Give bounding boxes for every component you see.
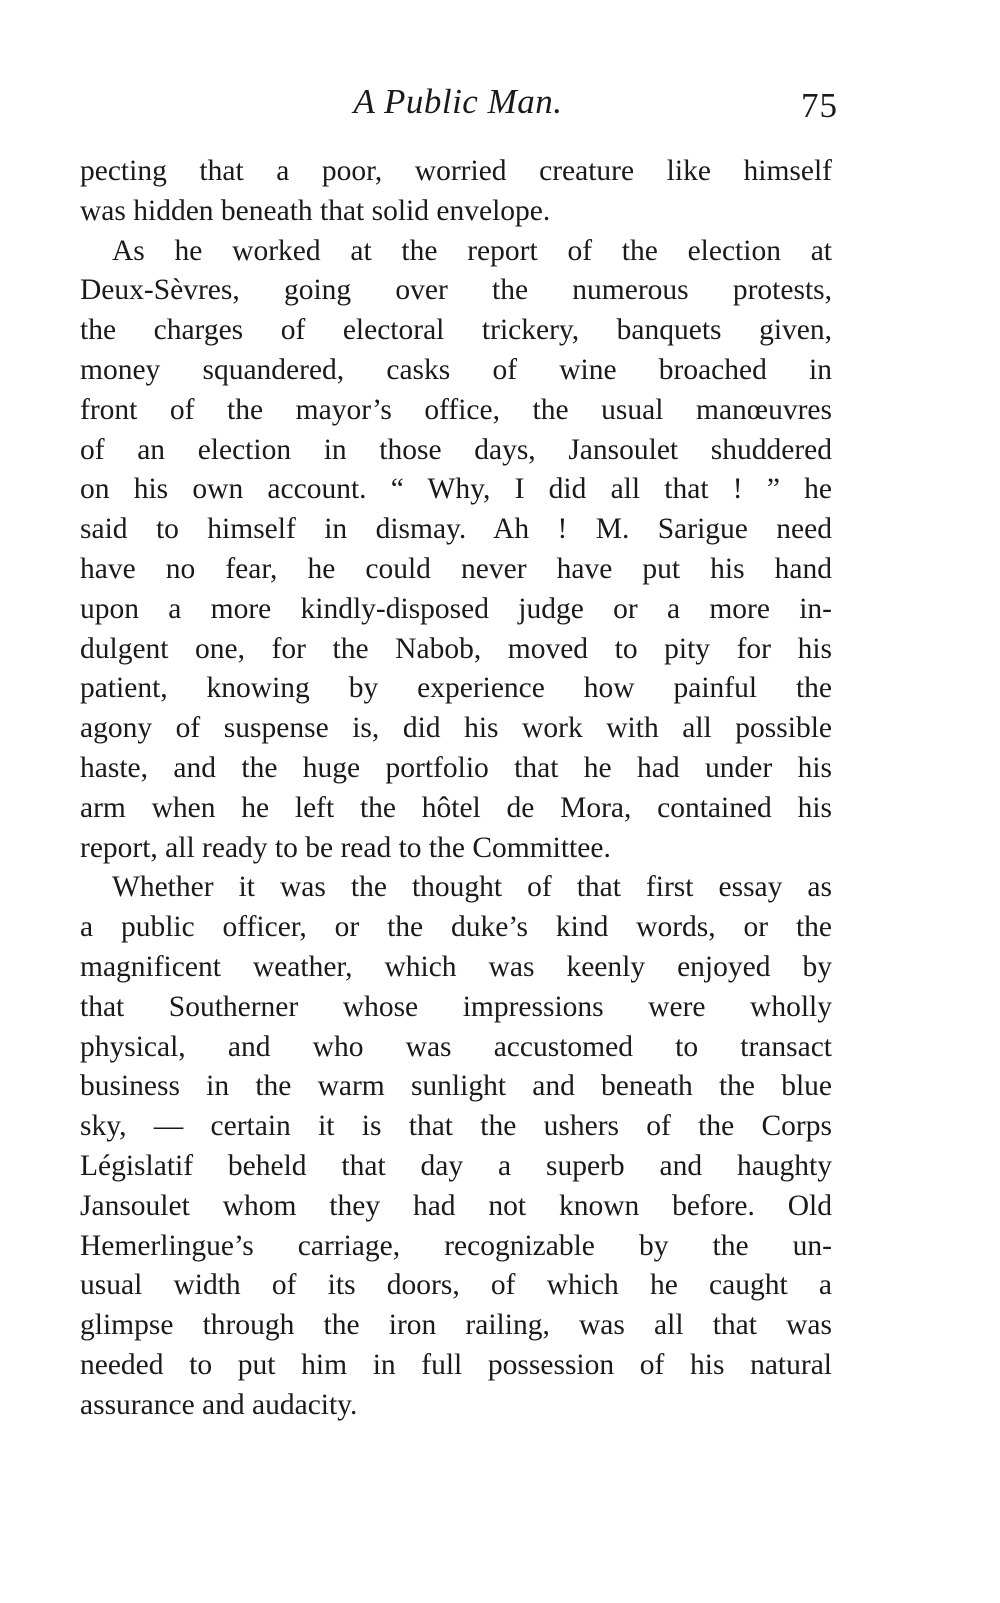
body-text: [80, 152, 832, 1426]
text-line: magnificent weather, which was keenly enjoyed by: [80, 950, 832, 983]
text-line: front of the mayor’s office, the usual manœuvres: [80, 393, 832, 426]
text-line: Législatif beheld that day a superb and haughty: [80, 1149, 832, 1182]
text-line: sky, — certain it is that the ushers of the Corps: [80, 1110, 832, 1143]
text-line: on his own account. “ Why, I did all that ! ” he: [80, 473, 832, 506]
text-line: glimpse through the iron railing, was all that was: [80, 1309, 832, 1342]
text-line: that Southerner whose impressions were wholly: [80, 990, 832, 1023]
text-line: the charges of electoral trickery, banquets given,: [80, 314, 832, 347]
running-title: A Public Man.: [353, 82, 563, 121]
text-line: Hemerlingue’s carriage, recognizable by the un-: [80, 1229, 832, 1262]
page-number: 75: [801, 86, 838, 125]
text-line: As he worked at the report of the election at: [112, 234, 832, 267]
text-line: dulgent one, for the Nabob, moved to pity for his: [80, 632, 832, 665]
text-line: said to himself in dismay. Ah ! M. Sarigue need: [80, 513, 832, 546]
text-line: Jansoulet whom they had not known before. Old: [80, 1189, 832, 1222]
text-line: Deux-Sèvres, going over the numerous protests,: [80, 274, 832, 307]
page-header: [78, 78, 838, 134]
text-line: arm when he left the hôtel de Mora, contained his: [80, 791, 832, 824]
text-line: a public officer, or the duke’s kind words, or the: [80, 911, 832, 944]
text-line: report, all ready to be read to the Committee.: [80, 831, 611, 864]
text-line: pecting that a poor, worried creature like himself: [80, 155, 832, 187]
text-line: physical, and who was accustomed to transact: [80, 1030, 832, 1063]
text-line: haste, and the huge portfolio that he had under his: [80, 751, 832, 784]
text-line: patient, knowing by experience how painful the: [80, 672, 832, 705]
text-line: needed to put him in full possession of his natural: [80, 1348, 832, 1381]
text-line: agony of suspense is, did his work with all possible: [80, 712, 832, 745]
text-line: was hidden beneath that solid envelope.: [80, 194, 551, 227]
text-line: business in the warm sunlight and beneath the blue: [80, 1070, 832, 1103]
text-line: usual width of its doors, of which he caught a: [80, 1269, 832, 1302]
text-line: Whether it was the thought of that first essay as: [112, 871, 832, 904]
text-line: of an election in those days, Jansoulet shuddered: [80, 433, 832, 466]
text-line: have no fear, he could never have put his hand: [80, 552, 832, 585]
text-line: money squandered, casks of wine broached in: [80, 353, 832, 386]
text-line: assurance and audacity.: [80, 1388, 358, 1421]
text-line: upon a more kindly-disposed judge or a more in-: [80, 592, 832, 625]
